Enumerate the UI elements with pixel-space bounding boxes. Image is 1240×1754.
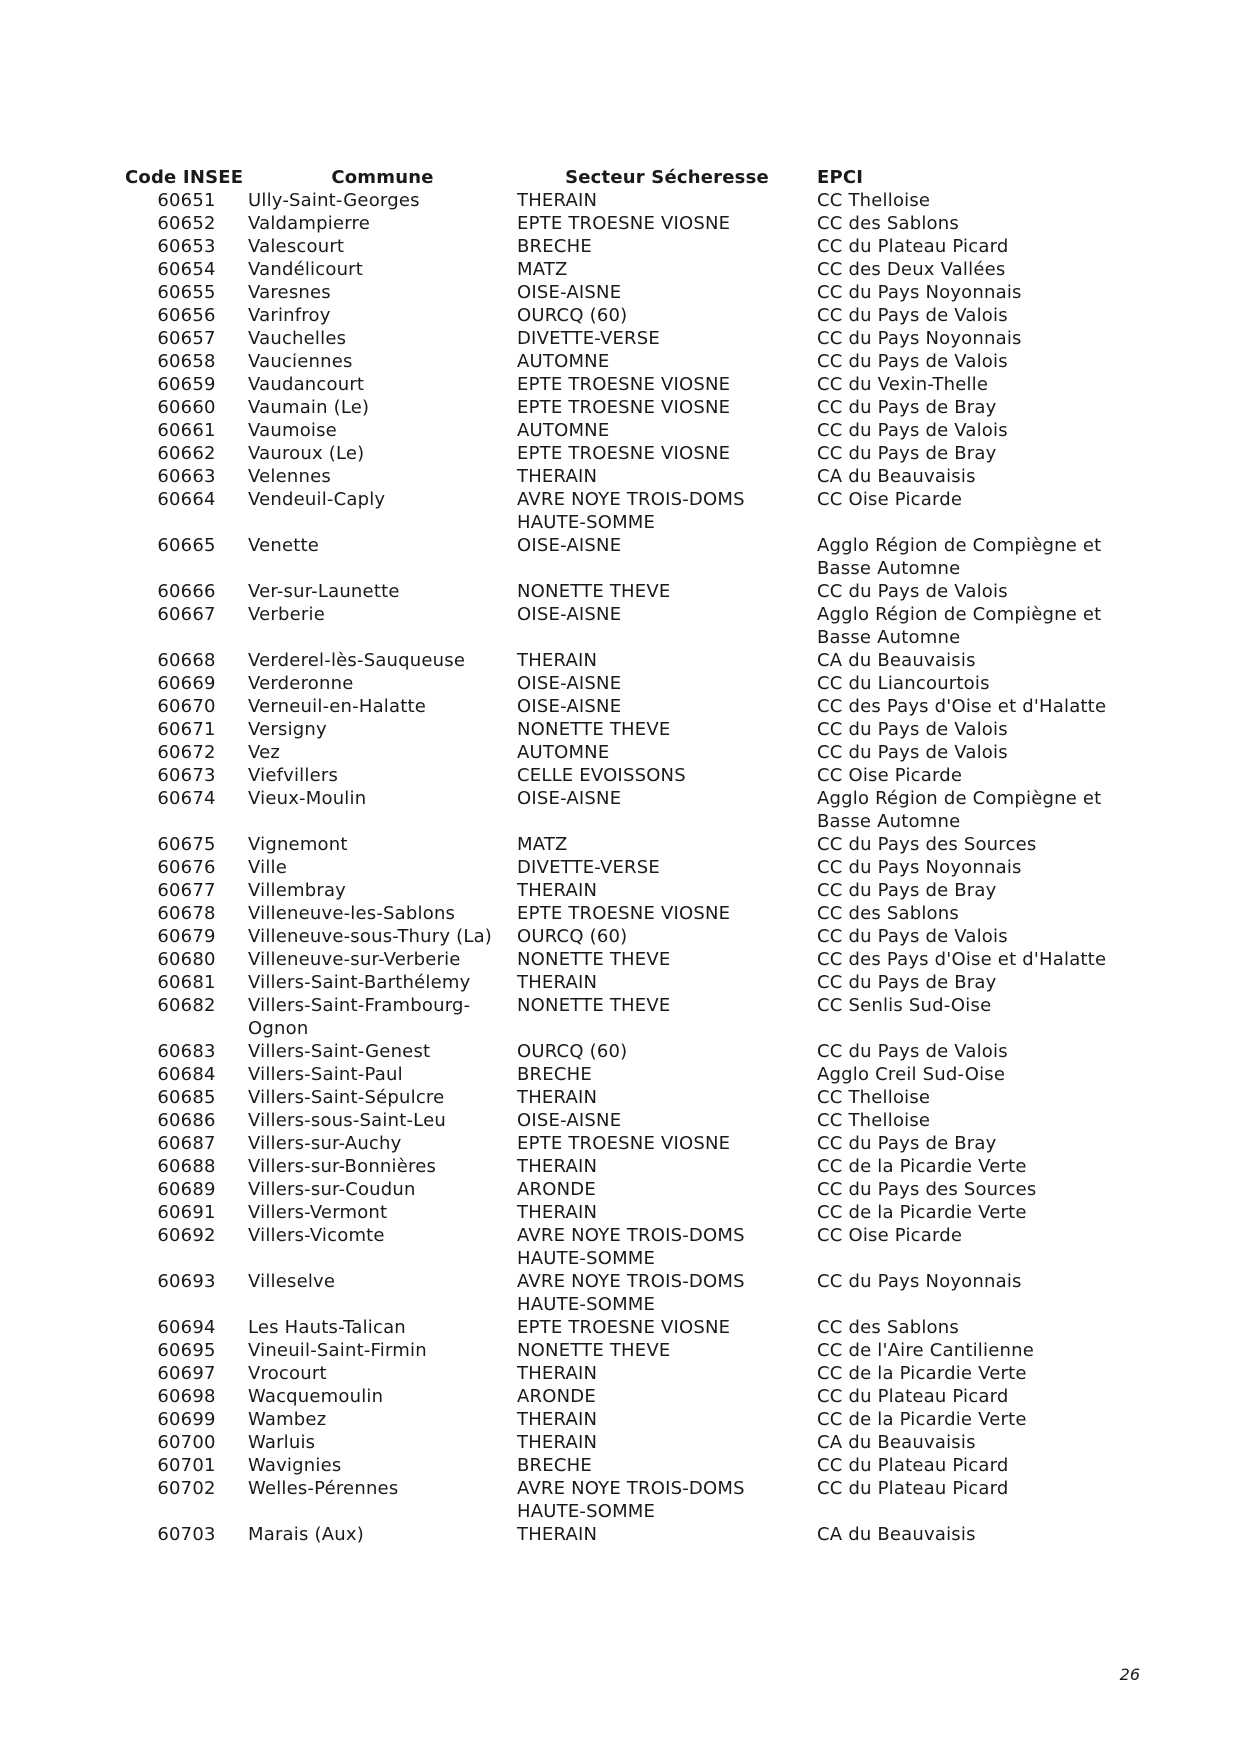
cell-commune: Villers-sous-Saint-Leu xyxy=(248,1110,446,1131)
cell-commune: Vaumain (Le) xyxy=(248,397,370,418)
cell-code-insee: 60698 xyxy=(157,1386,216,1407)
cell-code-insee: 60691 xyxy=(157,1202,216,1223)
cell-epci: CC de la Picardie Verte xyxy=(817,1363,1027,1384)
cell-epci: CC du Pays de Bray xyxy=(817,397,997,418)
cell-secteur-secheresse: DIVETTE-VERSE xyxy=(517,857,660,878)
cell-secteur-secheresse: THERAIN xyxy=(517,1409,598,1430)
cell-secteur-secheresse: OISE-AISNE xyxy=(517,673,622,694)
cell-commune: Vauroux (Le) xyxy=(248,443,365,464)
cell-code-insee: 60692 xyxy=(157,1225,216,1246)
table-row xyxy=(125,695,1125,718)
cell-commune: Verberie xyxy=(248,604,325,625)
cell-code-insee: 60700 xyxy=(157,1432,216,1453)
cell-code-insee: 60701 xyxy=(157,1455,216,1476)
table-row xyxy=(125,1454,1125,1477)
cell-secteur-secheresse: THERAIN xyxy=(517,1156,598,1177)
cell-commune: Warluis xyxy=(248,1432,316,1453)
cell-epci: CC des Sablons xyxy=(817,213,959,234)
cell-code-insee: 60657 xyxy=(157,328,216,349)
cell-commune: Vauchelles xyxy=(248,328,347,349)
table-row xyxy=(125,649,1125,672)
header-epci: EPCI xyxy=(817,167,864,188)
cell-code-insee: 60687 xyxy=(157,1133,216,1154)
cell-epci: CC de l'Aire Cantilienne xyxy=(817,1340,1034,1361)
header-commune: Commune xyxy=(331,167,434,188)
cell-commune: Vieux-Moulin xyxy=(248,788,367,809)
cell-epci: CC du Pays de Valois xyxy=(817,1041,1008,1062)
cell-commune: Varesnes xyxy=(248,282,331,303)
cell-code-insee: 60655 xyxy=(157,282,216,303)
cell-epci: CC des Pays d'Oise et d'Halatte xyxy=(817,696,1107,717)
cell-code-insee: 60673 xyxy=(157,765,216,786)
cell-code-insee: 60652 xyxy=(157,213,216,234)
table-body xyxy=(125,189,1125,1546)
cell-commune: Valescourt xyxy=(248,236,345,257)
cell-epci: CC des Pays d'Oise et d'Halatte xyxy=(817,949,1107,970)
cell-epci: CA du Beauvaisis xyxy=(817,650,976,671)
cell-secteur-secheresse: THERAIN xyxy=(517,880,598,901)
table-row xyxy=(125,534,1125,580)
cell-secteur-secheresse: THERAIN xyxy=(517,972,598,993)
cell-epci: CC Thelloise xyxy=(817,190,931,211)
cell-code-insee: 60681 xyxy=(157,972,216,993)
cell-code-insee: 60685 xyxy=(157,1087,216,1108)
cell-epci: CC du Pays de Valois xyxy=(817,581,1008,602)
cell-commune: Verneuil-en-Halatte xyxy=(248,696,427,717)
cell-code-insee: 60671 xyxy=(157,719,216,740)
cell-code-insee: 60675 xyxy=(157,834,216,855)
cell-code-insee: 60693 xyxy=(157,1271,216,1292)
cell-code-insee: 60694 xyxy=(157,1317,216,1338)
cell-code-insee: 60684 xyxy=(157,1064,216,1085)
cell-epci: CC du Pays de Bray xyxy=(817,443,997,464)
cell-secteur-secheresse: THERAIN xyxy=(517,466,598,487)
cell-code-insee: 60664 xyxy=(157,489,216,510)
header-secteur-secheresse: Secteur Sécheresse xyxy=(565,167,769,188)
table-row xyxy=(125,442,1125,465)
cell-epci: CC du Plateau Picard xyxy=(817,1455,1009,1476)
cell-code-insee: 60697 xyxy=(157,1363,216,1384)
cell-code-insee: 60667 xyxy=(157,604,216,625)
cell-commune: Villers-Saint-Frambourg-Ognon xyxy=(248,995,471,1039)
cell-commune: Marais (Aux) xyxy=(248,1524,364,1545)
cell-commune: Villers-Saint-Sépulcre xyxy=(248,1087,445,1108)
cell-secteur-secheresse: DIVETTE-VERSE xyxy=(517,328,660,349)
cell-epci: CC du Pays de Valois xyxy=(817,742,1008,763)
cell-commune: Villers-sur-Bonnières xyxy=(248,1156,437,1177)
cell-secteur-secheresse: CELLE EVOISSONS xyxy=(517,765,686,786)
table-row xyxy=(125,1109,1125,1132)
cell-code-insee: 60679 xyxy=(157,926,216,947)
cell-code-insee: 60651 xyxy=(157,190,216,211)
table-row xyxy=(125,1385,1125,1408)
cell-epci: CC Oise Picarde xyxy=(817,1225,963,1246)
page-number: 26 xyxy=(1119,1665,1140,1684)
cell-commune: Villembray xyxy=(248,880,347,901)
cell-commune: Verderel-lès-Sauqueuse xyxy=(248,650,466,671)
cell-secteur-secheresse: AVRE NOYE TROIS-DOMS HAUTE-SOMME xyxy=(517,489,745,533)
cell-secteur-secheresse: EPTE TROESNE VIOSNE xyxy=(517,443,731,464)
cell-commune: Villers-Vicomte xyxy=(248,1225,385,1246)
cell-commune: Les Hauts-Talican xyxy=(248,1317,406,1338)
communes-table xyxy=(125,166,1125,1546)
cell-commune: Villers-Vermont xyxy=(248,1202,388,1223)
table-row xyxy=(125,879,1125,902)
cell-secteur-secheresse: EPTE TROESNE VIOSNE xyxy=(517,1133,731,1154)
cell-code-insee: 60682 xyxy=(157,995,216,1016)
cell-secteur-secheresse: OURCQ (60) xyxy=(517,926,628,947)
table-row xyxy=(125,373,1125,396)
cell-epci: CC du Pays de Bray xyxy=(817,972,997,993)
table-row xyxy=(125,948,1125,971)
cell-code-insee: 60654 xyxy=(157,259,216,280)
cell-secteur-secheresse: AVRE NOYE TROIS-DOMS HAUTE-SOMME xyxy=(517,1225,745,1269)
cell-code-insee: 60702 xyxy=(157,1478,216,1499)
cell-epci: CC du Pays de Valois xyxy=(817,420,1008,441)
cell-commune: Villers-sur-Auchy xyxy=(248,1133,402,1154)
table-row xyxy=(125,764,1125,787)
cell-epci: CC de la Picardie Verte xyxy=(817,1202,1027,1223)
cell-epci: CC du Plateau Picard xyxy=(817,1478,1009,1499)
cell-secteur-secheresse: EPTE TROESNE VIOSNE xyxy=(517,1317,731,1338)
cell-epci: CC du Pays Noyonnais xyxy=(817,328,1022,349)
cell-commune: Valdampierre xyxy=(248,213,371,234)
cell-epci: CC du Pays de Valois xyxy=(817,926,1008,947)
cell-code-insee: 60668 xyxy=(157,650,216,671)
table-row xyxy=(125,1063,1125,1086)
cell-epci: CC Thelloise xyxy=(817,1110,931,1131)
cell-secteur-secheresse: AUTOMNE xyxy=(517,420,610,441)
table-header-row xyxy=(125,166,1125,189)
cell-code-insee: 60672 xyxy=(157,742,216,763)
cell-commune: Wavignies xyxy=(248,1455,342,1476)
table-row xyxy=(125,1132,1125,1155)
cell-code-insee: 60669 xyxy=(157,673,216,694)
cell-secteur-secheresse: THERAIN xyxy=(517,190,598,211)
cell-epci: CC de la Picardie Verte xyxy=(817,1156,1027,1177)
cell-secteur-secheresse: NONETTE THEVE xyxy=(517,995,671,1016)
table-row xyxy=(125,1040,1125,1063)
cell-code-insee: 60658 xyxy=(157,351,216,372)
table-row xyxy=(125,1362,1125,1385)
cell-secteur-secheresse: THERAIN xyxy=(517,1087,598,1108)
table-row xyxy=(125,1339,1125,1362)
cell-epci: CC des Deux Vallées xyxy=(817,259,1006,280)
table-row xyxy=(125,327,1125,350)
table-row xyxy=(125,189,1125,212)
cell-epci: CC du Plateau Picard xyxy=(817,236,1009,257)
cell-epci: Agglo Région de Compiègne et Basse Automne xyxy=(817,604,1102,648)
cell-secteur-secheresse: AVRE NOYE TROIS-DOMS HAUTE-SOMME xyxy=(517,1478,745,1522)
cell-epci: CC du Pays de Valois xyxy=(817,351,1008,372)
cell-epci: CC du Pays de Bray xyxy=(817,880,997,901)
cell-code-insee: 60663 xyxy=(157,466,216,487)
cell-epci: CC du Vexin-Thelle xyxy=(817,374,989,395)
cell-commune: Villeneuve-les-Sablons xyxy=(248,903,456,924)
cell-epci: CA du Beauvaisis xyxy=(817,1524,976,1545)
table-row xyxy=(125,580,1125,603)
cell-code-insee: 60661 xyxy=(157,420,216,441)
cell-code-insee: 60665 xyxy=(157,535,216,556)
cell-code-insee: 60689 xyxy=(157,1179,216,1200)
table-row xyxy=(125,856,1125,879)
table-row xyxy=(125,1431,1125,1454)
cell-commune: Vaudancourt xyxy=(248,374,365,395)
cell-commune: Villeneuve-sous-Thury (La) xyxy=(248,926,493,947)
cell-commune: Villeneuve-sur-Verberie xyxy=(248,949,461,970)
table-row xyxy=(125,1270,1125,1316)
cell-commune: Vrocourt xyxy=(248,1363,327,1384)
cell-code-insee: 60674 xyxy=(157,788,216,809)
cell-epci: CC des Sablons xyxy=(817,903,959,924)
cell-epci: CC du Pays Noyonnais xyxy=(817,282,1022,303)
cell-code-insee: 60653 xyxy=(157,236,216,257)
cell-secteur-secheresse: BRECHE xyxy=(517,1455,592,1476)
cell-secteur-secheresse: NONETTE THEVE xyxy=(517,1340,671,1361)
cell-epci: CC du Pays des Sources xyxy=(817,1179,1037,1200)
table-row xyxy=(125,1523,1125,1546)
cell-epci: CC du Liancourtois xyxy=(817,673,990,694)
table-row xyxy=(125,971,1125,994)
cell-commune: Ver-sur-Launette xyxy=(248,581,400,602)
cell-commune: Wacquemoulin xyxy=(248,1386,384,1407)
cell-code-insee: 60656 xyxy=(157,305,216,326)
table-row xyxy=(125,1224,1125,1270)
cell-code-insee: 60680 xyxy=(157,949,216,970)
cell-secteur-secheresse: OISE-AISNE xyxy=(517,282,622,303)
cell-epci: CC du Pays Noyonnais xyxy=(817,1271,1022,1292)
table-row xyxy=(125,1316,1125,1339)
cell-code-insee: 60670 xyxy=(157,696,216,717)
table-row xyxy=(125,994,1125,1040)
cell-commune: Velennes xyxy=(248,466,331,487)
cell-code-insee: 60703 xyxy=(157,1524,216,1545)
cell-secteur-secheresse: EPTE TROESNE VIOSNE xyxy=(517,397,731,418)
communes-table-container xyxy=(125,166,1125,1546)
cell-epci: CA du Beauvaisis xyxy=(817,466,976,487)
cell-secteur-secheresse: THERAIN xyxy=(517,1524,598,1545)
cell-commune: Villers-sur-Coudun xyxy=(248,1179,416,1200)
table-row xyxy=(125,396,1125,419)
table-row xyxy=(125,304,1125,327)
table-row xyxy=(125,1178,1125,1201)
cell-code-insee: 60686 xyxy=(157,1110,216,1131)
cell-commune: Versigny xyxy=(248,719,327,740)
table-row xyxy=(125,603,1125,649)
cell-secteur-secheresse: EPTE TROESNE VIOSNE xyxy=(517,903,731,924)
cell-secteur-secheresse: ARONDE xyxy=(517,1179,596,1200)
cell-epci: CC des Sablons xyxy=(817,1317,959,1338)
cell-commune: Vez xyxy=(248,742,281,763)
cell-commune: Varinfroy xyxy=(248,305,331,326)
cell-secteur-secheresse: AUTOMNE xyxy=(517,351,610,372)
cell-secteur-secheresse: BRECHE xyxy=(517,1064,592,1085)
cell-secteur-secheresse: OURCQ (60) xyxy=(517,1041,628,1062)
cell-secteur-secheresse: EPTE TROESNE VIOSNE xyxy=(517,213,731,234)
cell-code-insee: 60659 xyxy=(157,374,216,395)
table-row xyxy=(125,787,1125,833)
cell-secteur-secheresse: NONETTE THEVE xyxy=(517,949,671,970)
cell-commune: Villers-Saint-Barthélemy xyxy=(248,972,471,993)
cell-secteur-secheresse: MATZ xyxy=(517,834,568,855)
cell-epci: CC du Pays de Valois xyxy=(817,719,1008,740)
table-row xyxy=(125,672,1125,695)
table-row xyxy=(125,419,1125,442)
cell-code-insee: 60695 xyxy=(157,1340,216,1361)
cell-commune: Vendeuil-Caply xyxy=(248,489,386,510)
table-row xyxy=(125,1408,1125,1431)
cell-secteur-secheresse: ARONDE xyxy=(517,1386,596,1407)
cell-secteur-secheresse: AVRE NOYE TROIS-DOMS HAUTE-SOMME xyxy=(517,1271,745,1315)
table-row xyxy=(125,833,1125,856)
table-row xyxy=(125,1477,1125,1523)
header-code-insee: Code INSEE xyxy=(125,167,244,188)
cell-commune: Verderonne xyxy=(248,673,354,694)
cell-secteur-secheresse: OURCQ (60) xyxy=(517,305,628,326)
table-row xyxy=(125,488,1125,534)
cell-secteur-secheresse: OISE-AISNE xyxy=(517,535,622,556)
cell-epci: CC du Pays des Sources xyxy=(817,834,1037,855)
table-row xyxy=(125,1086,1125,1109)
cell-secteur-secheresse: AUTOMNE xyxy=(517,742,610,763)
cell-commune: Villers-Saint-Genest xyxy=(248,1041,431,1062)
cell-epci: CA du Beauvaisis xyxy=(817,1432,976,1453)
cell-secteur-secheresse: MATZ xyxy=(517,259,568,280)
cell-commune: Wambez xyxy=(248,1409,327,1430)
cell-epci: CC du Plateau Picard xyxy=(817,1386,1009,1407)
cell-code-insee: 60666 xyxy=(157,581,216,602)
cell-epci: CC Oise Picarde xyxy=(817,765,963,786)
cell-commune: Vandélicourt xyxy=(248,259,364,280)
cell-secteur-secheresse: EPTE TROESNE VIOSNE xyxy=(517,374,731,395)
cell-epci: Agglo Région de Compiègne et Basse Automne xyxy=(817,535,1102,579)
cell-code-insee: 60688 xyxy=(157,1156,216,1177)
cell-code-insee: 60660 xyxy=(157,397,216,418)
cell-secteur-secheresse: THERAIN xyxy=(517,650,598,671)
cell-commune: Vauciennes xyxy=(248,351,353,372)
cell-epci: CC du Pays de Bray xyxy=(817,1133,997,1154)
table-row xyxy=(125,925,1125,948)
cell-secteur-secheresse: THERAIN xyxy=(517,1432,598,1453)
cell-code-insee: 60662 xyxy=(157,443,216,464)
cell-code-insee: 60683 xyxy=(157,1041,216,1062)
cell-code-insee: 60699 xyxy=(157,1409,216,1430)
cell-commune: Vignemont xyxy=(248,834,348,855)
cell-secteur-secheresse: NONETTE THEVE xyxy=(517,581,671,602)
table-row xyxy=(125,902,1125,925)
cell-secteur-secheresse: OISE-AISNE xyxy=(517,1110,622,1131)
cell-epci: Agglo Région de Compiègne et Basse Automne xyxy=(817,788,1102,832)
cell-commune: Vineuil-Saint-Firmin xyxy=(248,1340,427,1361)
cell-code-insee: 60678 xyxy=(157,903,216,924)
cell-epci: CC du Pays de Valois xyxy=(817,305,1008,326)
cell-commune: Venette xyxy=(248,535,320,556)
cell-commune: Villers-Saint-Paul xyxy=(248,1064,403,1085)
cell-commune: Ville xyxy=(248,857,287,878)
cell-epci: CC du Pays Noyonnais xyxy=(817,857,1022,878)
cell-secteur-secheresse: BRECHE xyxy=(517,236,592,257)
cell-epci: CC Oise Picarde xyxy=(817,489,963,510)
cell-code-insee: 60676 xyxy=(157,857,216,878)
cell-code-insee: 60677 xyxy=(157,880,216,901)
cell-epci: Agglo Creil Sud-Oise xyxy=(817,1064,1006,1085)
cell-secteur-secheresse: OISE-AISNE xyxy=(517,696,622,717)
table-row xyxy=(125,741,1125,764)
table-row xyxy=(125,350,1125,373)
table-row xyxy=(125,212,1125,235)
cell-secteur-secheresse: THERAIN xyxy=(517,1363,598,1384)
cell-epci: CC Senlis Sud-Oise xyxy=(817,995,992,1016)
cell-commune: Viefvillers xyxy=(248,765,339,786)
cell-secteur-secheresse: THERAIN xyxy=(517,1202,598,1223)
table-row xyxy=(125,258,1125,281)
table-row xyxy=(125,1201,1125,1224)
table-row xyxy=(125,718,1125,741)
cell-secteur-secheresse: OISE-AISNE xyxy=(517,604,622,625)
table-row xyxy=(125,1155,1125,1178)
cell-epci: CC Thelloise xyxy=(817,1087,931,1108)
cell-commune: Ully-Saint-Georges xyxy=(248,190,420,211)
cell-epci: CC de la Picardie Verte xyxy=(817,1409,1027,1430)
table-row xyxy=(125,465,1125,488)
table-row xyxy=(125,235,1125,258)
cell-commune: Vaumoise xyxy=(248,420,337,441)
table-row xyxy=(125,281,1125,304)
cell-commune: Villeselve xyxy=(248,1271,336,1292)
cell-secteur-secheresse: NONETTE THEVE xyxy=(517,719,671,740)
cell-commune: Welles-Pérennes xyxy=(248,1478,399,1499)
cell-secteur-secheresse: OISE-AISNE xyxy=(517,788,622,809)
